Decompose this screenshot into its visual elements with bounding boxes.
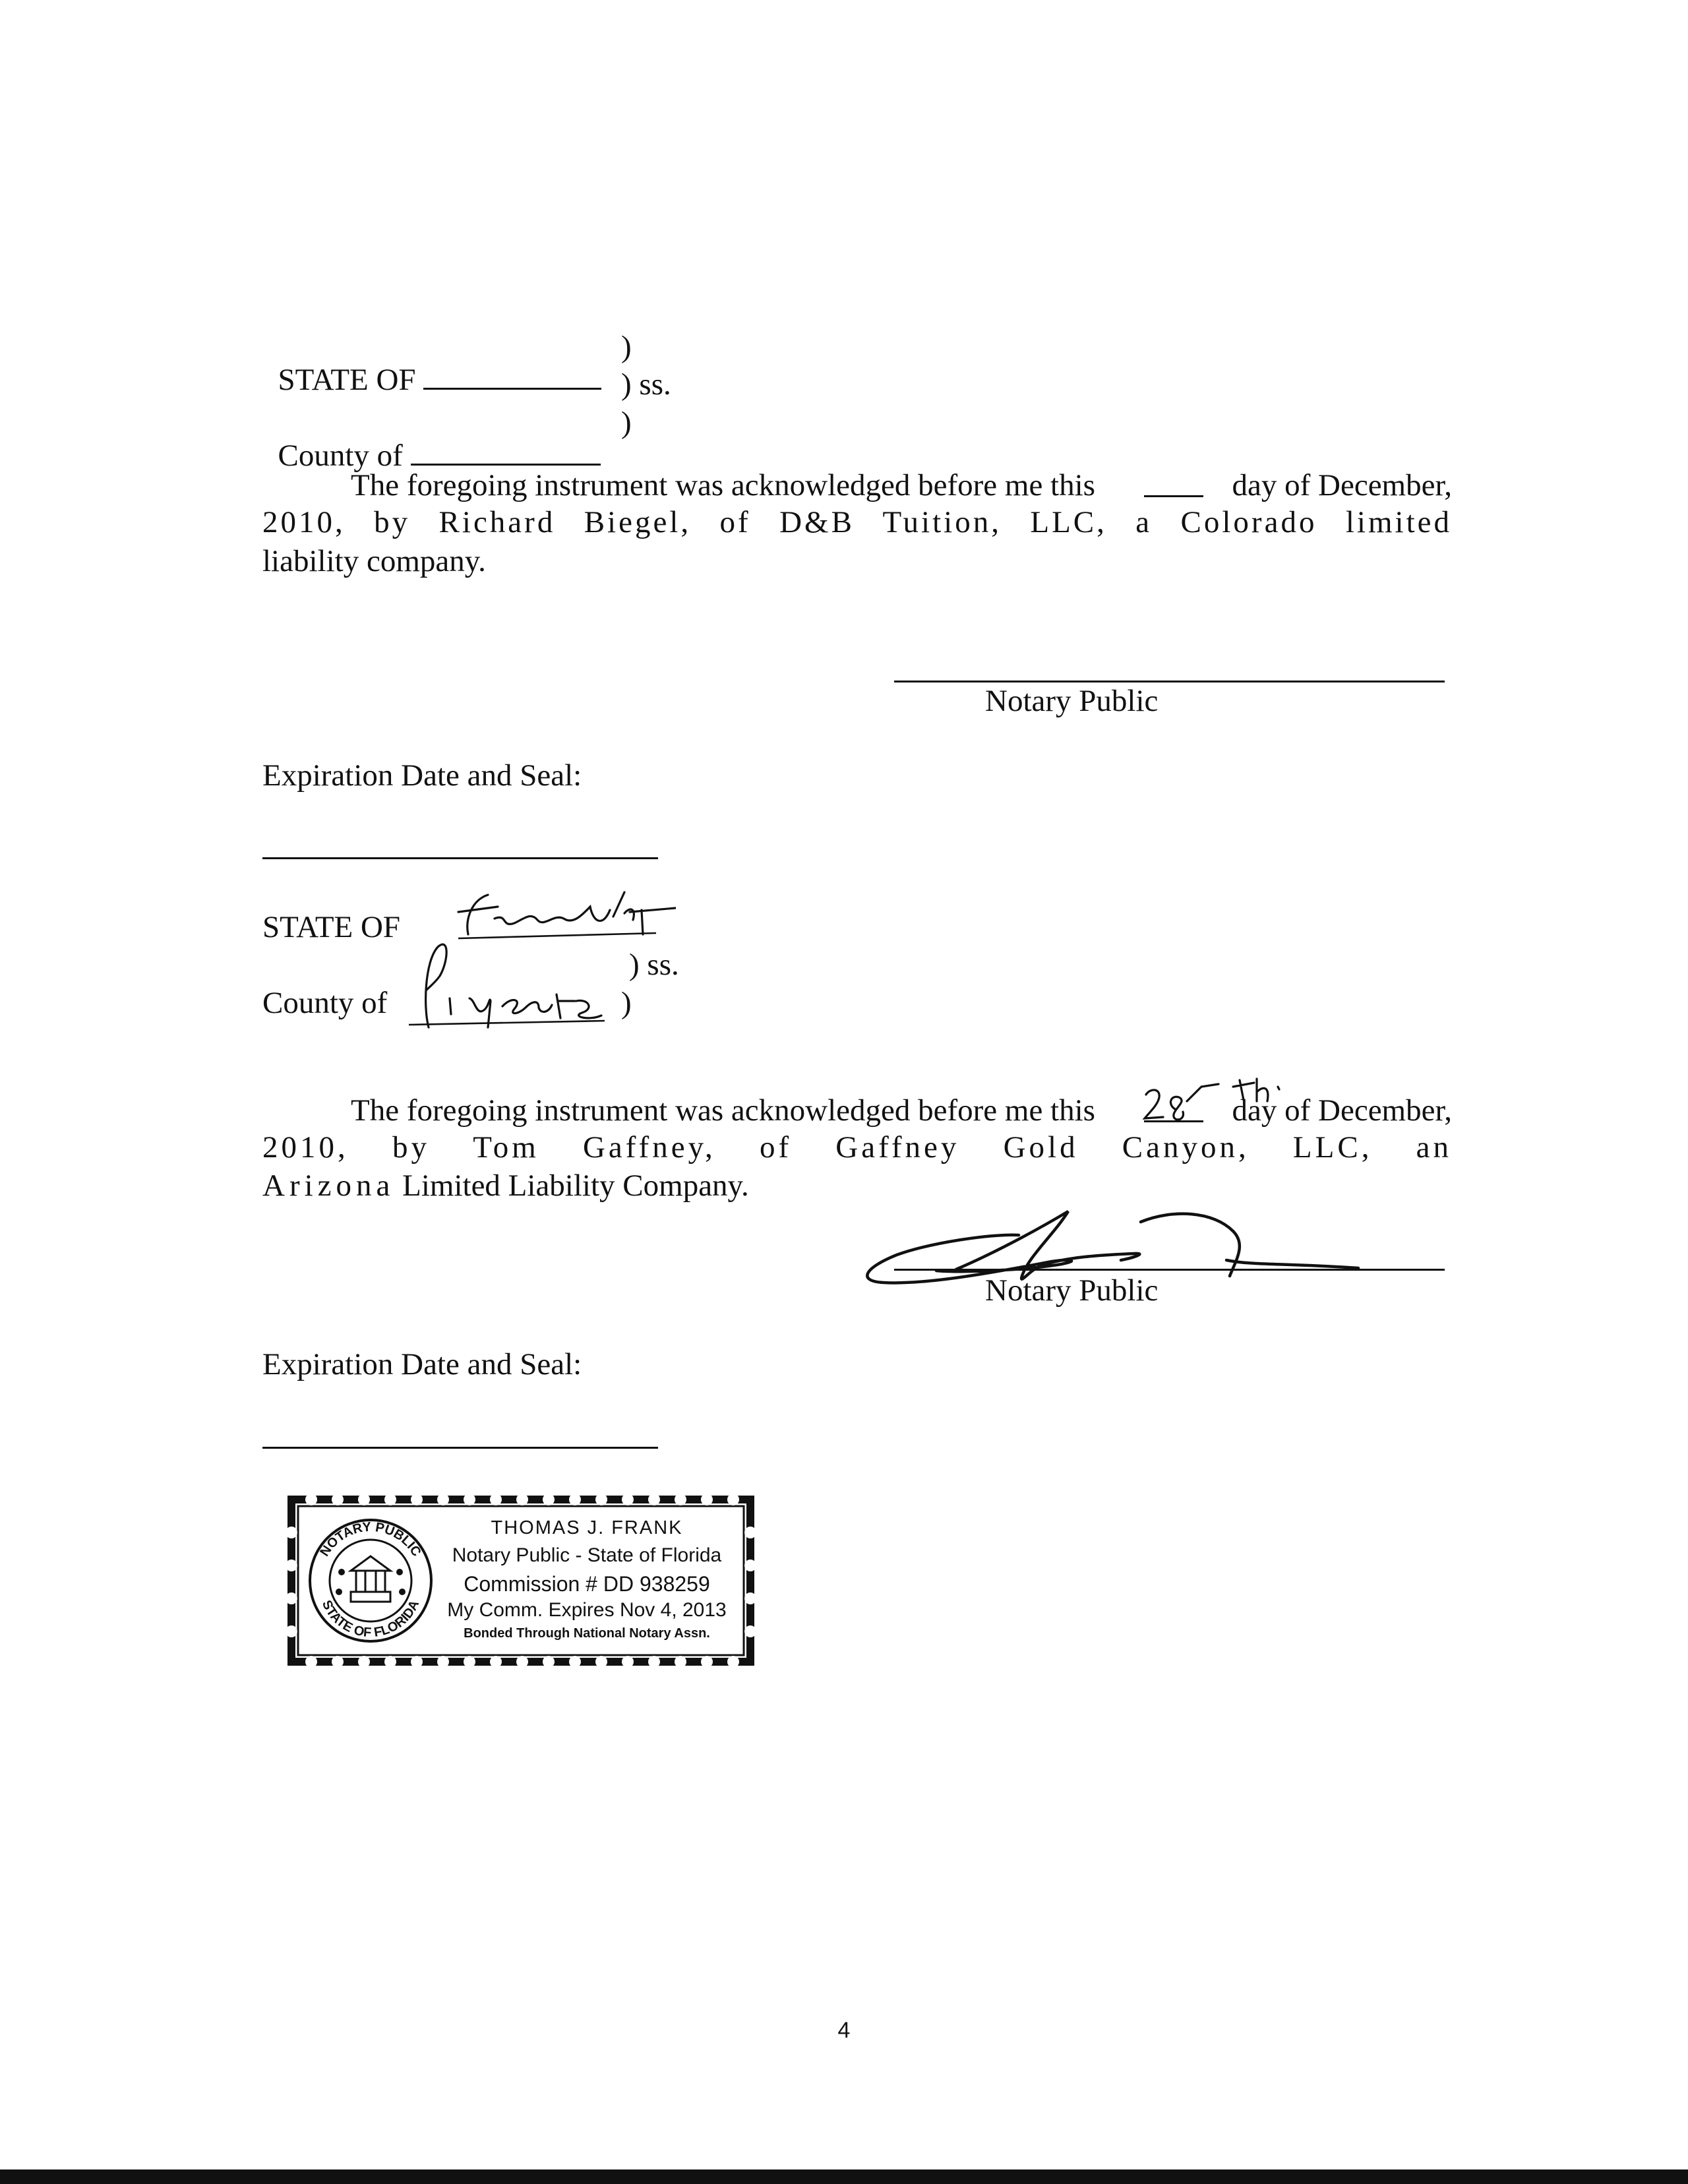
ss-1: ) ss.: [621, 367, 671, 402]
seal-name: THOMAS J. FRANK: [491, 1517, 683, 1538]
day-blank-1: [1144, 470, 1203, 497]
seal-ring-bottom-text: STATE OF FLORIDA: [318, 1598, 423, 1641]
notary-label-1: Notary Public: [985, 684, 1159, 718]
expiration-label-2: Expiration Date and Seal:: [262, 1347, 582, 1381]
paren-1a: ): [621, 330, 632, 364]
seal-line-2: Notary Public - State of Florida: [452, 1544, 722, 1566]
county-blank-1: [411, 439, 601, 466]
handwriting-pinellas-icon: [404, 935, 615, 1034]
state-label-2: STATE OF: [262, 910, 401, 944]
seal-line-5: Bonded Through National Notary Assn.: [464, 1626, 710, 1641]
expiration-line-1: [262, 857, 658, 859]
ack-line-2-3: Arizona Limited Liability Company.: [262, 1168, 749, 1203]
expiration-line-2: [262, 1447, 658, 1449]
expiration-label-1: Expiration Date and Seal:: [262, 758, 582, 793]
notary-label-2: Notary Public: [985, 1273, 1159, 1308]
county-label-1: County of: [262, 408, 601, 471]
paren-1b: ): [621, 406, 632, 440]
state-label-1: STATE OF: [262, 332, 601, 396]
notary-signature-line-1: [894, 681, 1445, 682]
day-handwritten-2: [1141, 1075, 1312, 1131]
paren-2: ): [621, 986, 632, 1020]
county-handwritten-2: [404, 935, 615, 1037]
ss-2: ) ss.: [629, 948, 679, 982]
seal-line-4: My Comm. Expires Nov 4, 2013: [447, 1599, 727, 1621]
seal-ring-top-text: NOTARY PUBLIC: [317, 1519, 424, 1560]
state-blank-1: [423, 363, 601, 390]
ack-line-2-2: 2010, by Tom Gaffney, of Gaffney Gold Canyon, LLC, an: [262, 1130, 1452, 1165]
county-label-2: County of: [262, 986, 388, 1020]
scan-border-bottom: [0, 2169, 1688, 2184]
page-number: 4: [837, 2018, 851, 2043]
ack-line-1-3: liability company.: [262, 544, 486, 578]
ack-line-1-2: 2010, by Richard Biegel, of D&B Tuition, LLC, a Colorado limited: [262, 505, 1452, 539]
handwriting-28th-icon: [1141, 1075, 1312, 1128]
seal-line-3: Commission # DD 938259: [464, 1572, 710, 1596]
